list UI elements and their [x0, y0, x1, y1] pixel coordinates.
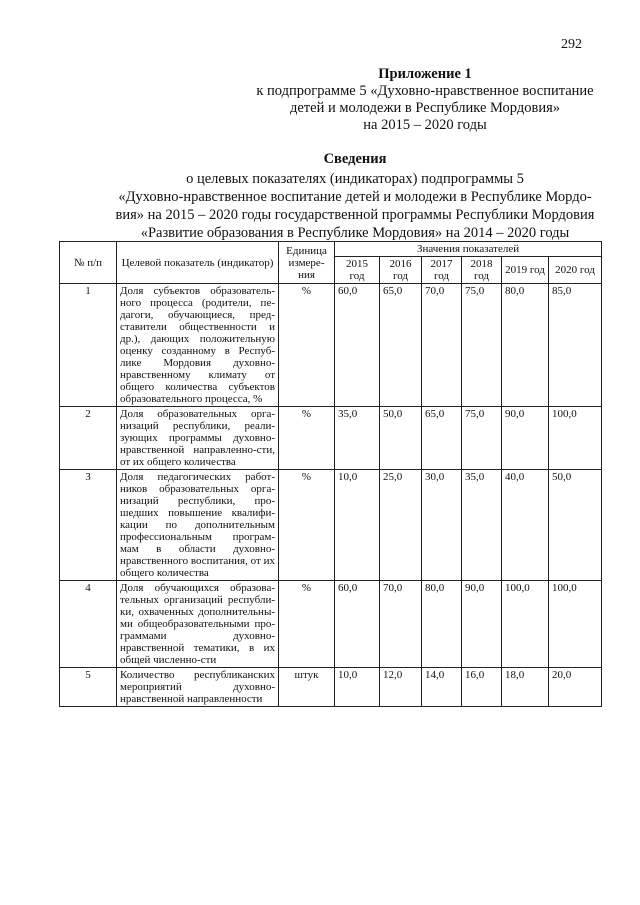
- row-value: 75,0: [462, 284, 502, 407]
- appendix-block: [240, 66, 610, 134]
- row-value: 10,0: [335, 668, 380, 707]
- appendix-line: детей и молодежи в Республике Мордовия»: [289, 100, 561, 116]
- header-year: 2017 год: [422, 257, 462, 284]
- row-value: 35,0: [462, 470, 502, 581]
- row-value: 12,0: [380, 668, 422, 707]
- row-value: 50,0: [549, 470, 602, 581]
- row-value: 60,0: [335, 581, 380, 668]
- page-number: 292: [561, 37, 582, 52]
- row-value: 100,0: [502, 581, 549, 668]
- row-unit: %: [279, 407, 335, 470]
- row-value: 25,0: [380, 470, 422, 581]
- row-value: 100,0: [549, 407, 602, 470]
- row-unit: %: [279, 284, 335, 407]
- heading-line: о целевых показателях (индикаторах) подпрограммы 5: [186, 171, 524, 187]
- table-row: [60, 284, 602, 407]
- heading-line: «Духовно-нравственное воспитание детей и молодежи в Республике Мордо-: [118, 189, 592, 205]
- header-year: 2019 год: [502, 257, 549, 284]
- table-row: [60, 581, 602, 668]
- row-value: 50,0: [380, 407, 422, 470]
- row-value: 100,0: [549, 581, 602, 668]
- row-unit: штук: [279, 668, 335, 707]
- row-value: 80,0: [502, 284, 549, 407]
- header-unit: Единица измере-ния: [279, 242, 335, 284]
- row-number: 1: [60, 284, 117, 407]
- row-number: 3: [60, 470, 117, 581]
- indicators-table: [59, 241, 602, 707]
- table-row: [60, 668, 602, 707]
- document-heading: [60, 150, 640, 242]
- header-year: 2018 год: [462, 257, 502, 284]
- row-value: 65,0: [380, 284, 422, 407]
- header-year: 2020 год: [549, 257, 602, 284]
- row-value: 90,0: [502, 407, 549, 470]
- row-value: 30,0: [422, 470, 462, 581]
- appendix-line: на 2015 – 2020 годы: [363, 117, 487, 133]
- row-value: 40,0: [502, 470, 549, 581]
- row-value: 18,0: [502, 668, 549, 707]
- appendix-line: к подпрограмме 5 «Духовно-нравственное воспитание: [256, 83, 594, 99]
- row-indicator: Доля субъектов образователь-ного процесса (родители, пе-дагоги, обучающиеся, пред-ставители общественности и др.), дающих положительную оценку созданному в Респуб-лике Мордовия духовно-нравственному климату от общего количества субъектов образовательного процесса, %: [117, 284, 279, 407]
- row-value: 20,0: [549, 668, 602, 707]
- row-value: 35,0: [335, 407, 380, 470]
- row-value: 10,0: [335, 470, 380, 581]
- heading-title: Сведения: [323, 151, 387, 167]
- row-value: 70,0: [422, 284, 462, 407]
- row-unit: %: [279, 581, 335, 668]
- row-indicator: Доля образовательных орга-низаций республики, реали-зующих программы духовно-нравственной направленно-сти, от их общего количества: [117, 407, 279, 470]
- header-year: 2016 год: [380, 257, 422, 284]
- appendix-title: Приложение 1: [378, 66, 472, 82]
- row-indicator: Доля обучающихся образова-тельных организаций республи-ки, охваченных дополнительны-ми общеобразовательными про-граммами духовно-нравственной тематики, в их общей численно-сти: [117, 581, 279, 668]
- header-values-group: Значения показателей: [335, 242, 602, 257]
- header-num: № п/п: [60, 242, 117, 284]
- row-value: 65,0: [422, 407, 462, 470]
- row-value: 14,0: [422, 668, 462, 707]
- row-value: 80,0: [422, 581, 462, 668]
- table-row: [60, 470, 602, 581]
- heading-line: вия» на 2015 – 2020 годы государственной программы Республики Мордовия: [115, 207, 595, 223]
- row-number: 2: [60, 407, 117, 470]
- row-value: 75,0: [462, 407, 502, 470]
- row-value: 70,0: [380, 581, 422, 668]
- table-row: [60, 407, 602, 470]
- row-value: 60,0: [335, 284, 380, 407]
- heading-line: «Развитие образования в Республике Мордовия» на 2014 – 2020 годы: [140, 225, 570, 241]
- row-indicator: Доля педагогических работ-ников образовательных орга-низаций республики, про-шедших повышение квалифи-кации по дополнительным профессиональным програм-мам в области духовно-нравственного воспитания, от их общего количества: [117, 470, 279, 581]
- row-value: 85,0: [549, 284, 602, 407]
- row-value: 16,0: [462, 668, 502, 707]
- row-value: 90,0: [462, 581, 502, 668]
- header-year: 2015 год: [335, 257, 380, 284]
- header-indicator: Целевой показатель (индикатор): [117, 242, 279, 284]
- row-number: 5: [60, 668, 117, 707]
- row-number: 4: [60, 581, 117, 668]
- row-indicator: Количество республиканских мероприятий духовно-нравственной направленности: [117, 668, 279, 707]
- row-unit: %: [279, 470, 335, 581]
